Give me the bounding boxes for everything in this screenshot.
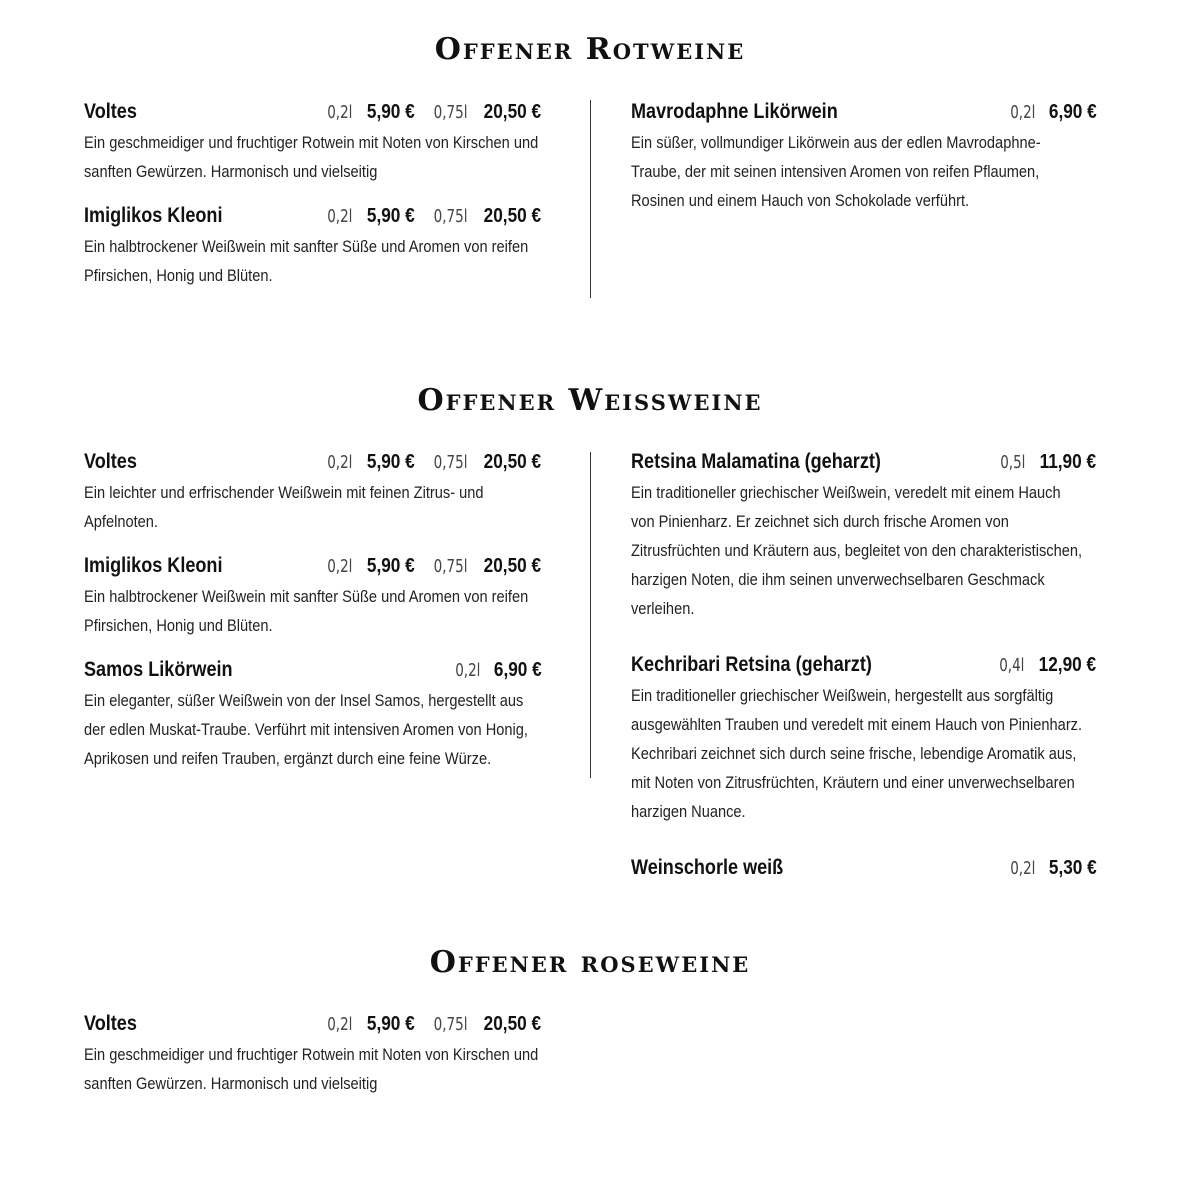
wine-item-header bbox=[631, 653, 1101, 679]
wine-description: Ein geschmeidiger und fruchtiger Rotwein mit Noten von Kirschen und sanften Gewürzen. Harmonisch und vielseitig bbox=[84, 1045, 539, 1093]
price-pair bbox=[428, 101, 546, 124]
price-pair bbox=[323, 555, 418, 578]
volume-label: 0,5l bbox=[999, 452, 1026, 473]
wine-item-header bbox=[631, 100, 1101, 126]
wine-prices bbox=[995, 654, 1101, 677]
volume-label: 0,2l bbox=[454, 660, 481, 681]
wine-name: Imiglikos Kleoni bbox=[84, 204, 223, 227]
left-column bbox=[84, 100, 546, 290]
wine-item-header bbox=[84, 450, 546, 476]
volume-label: 0,2l bbox=[1009, 858, 1036, 879]
price-value: 5,90 € bbox=[366, 1013, 415, 1035]
wine-item bbox=[84, 1012, 546, 1098]
price-pair bbox=[428, 555, 546, 578]
left-column bbox=[84, 450, 546, 773]
wine-description: Ein traditioneller griechischer Weißwein, hergestellt aus sorgfältig ausgewählten Trauben und veredelt mit einem Hauch von Pinienharz. Kechribari zeichnet sich durch seine frische, lebendige Aromatik aus, mit Noten von Zitrusfrüchten, Kräutern und einer unverwechselbaren harzigen Nuance. bbox=[631, 686, 1083, 821]
wine-name: Retsina Malamatina (geharzt) bbox=[631, 450, 881, 473]
wine-description: Ein geschmeidiger und fruchtiger Rotwein mit Noten von Kirschen und sanften Gewürzen. Harmonisch und vielseitig bbox=[84, 133, 539, 181]
wine-item bbox=[84, 658, 546, 773]
wine-prices bbox=[323, 101, 546, 124]
wine-item-header bbox=[84, 1012, 546, 1038]
price-pair bbox=[428, 205, 546, 228]
volume-label: 0,75l bbox=[433, 206, 468, 227]
wine-item-header bbox=[84, 100, 546, 126]
price-value: 12,90 € bbox=[1038, 654, 1097, 676]
wine-prices bbox=[996, 451, 1101, 474]
wine-name: Weinschorle weiß bbox=[631, 856, 784, 879]
price-value: 11,90 € bbox=[1039, 451, 1097, 473]
wine-item bbox=[84, 100, 546, 186]
wine-name: Samos Likörwein bbox=[84, 658, 233, 681]
price-pair bbox=[323, 1013, 418, 1036]
wine-description: Ein süßer, vollmundiger Likörwein aus der edlen Mavrodaphne-Traube, der mit seinen intensiven Aromen von reifen Pflaumen, Rosinen und einem Hauch von Schokolade verführt. bbox=[631, 133, 1041, 210]
price-pair bbox=[1006, 857, 1101, 880]
price-value: 20,50 € bbox=[483, 101, 542, 123]
price-value: 20,50 € bbox=[483, 451, 542, 473]
wine-prices bbox=[1006, 857, 1101, 880]
volume-label: 0,2l bbox=[327, 206, 353, 227]
price-value: 6,90 € bbox=[494, 659, 543, 681]
wine-item bbox=[631, 856, 1101, 882]
volume-label: 0,2l bbox=[327, 102, 353, 123]
price-value: 5,90 € bbox=[366, 555, 415, 577]
wine-prices bbox=[323, 451, 546, 474]
wine-item bbox=[84, 450, 546, 536]
price-pair bbox=[428, 1013, 546, 1036]
volume-label: 0,2l bbox=[327, 1014, 353, 1035]
price-pair bbox=[323, 451, 418, 474]
wine-prices bbox=[323, 555, 546, 578]
wine-description: Ein halbtrockener Weißwein mit sanfter Süße und Aromen von reifen Pfirsichen, Honig und Blüten. bbox=[84, 237, 529, 285]
price-pair bbox=[995, 654, 1101, 677]
price-pair bbox=[323, 101, 418, 124]
wine-name: Voltes bbox=[84, 450, 137, 473]
volume-label: 0,75l bbox=[433, 556, 468, 577]
column-divider bbox=[590, 100, 591, 298]
price-pair bbox=[428, 451, 546, 474]
column-divider bbox=[590, 452, 591, 778]
wine-item-header bbox=[84, 554, 546, 580]
right-column bbox=[631, 100, 1101, 215]
price-value: 5,30 € bbox=[1049, 857, 1098, 879]
volume-label: 0,2l bbox=[327, 452, 353, 473]
wine-item-header bbox=[84, 204, 546, 230]
volume-label: 0,4l bbox=[998, 655, 1025, 676]
section-title: Offener roseweine bbox=[429, 945, 751, 980]
wine-name: Mavrodaphne Likörwein bbox=[631, 100, 838, 123]
wine-name: Voltes bbox=[84, 100, 137, 123]
volume-label: 0,75l bbox=[433, 452, 468, 473]
wine-description: Ein leichter und erfrischender Weißwein mit feinen Zitrus- und Apfelnoten. bbox=[84, 483, 484, 531]
wine-prices bbox=[323, 1013, 546, 1036]
price-value: 20,50 € bbox=[483, 1013, 542, 1035]
price-value: 20,50 € bbox=[483, 205, 542, 227]
wine-description: Ein traditioneller griechischer Weißwein, veredelt mit einem Hauch von Pinienharz. Er zeichnet sich durch frische Aromen von Zitrusfrüchten und Kräutern aus, begleitet von den charakteristischen, harzigen Noten, die ihm seinen unverwechselbaren Geschmack verleihen. bbox=[631, 483, 1083, 618]
wine-name: Kechribari Retsina (geharzt) bbox=[631, 653, 872, 676]
wine-item-header bbox=[631, 856, 1101, 882]
right-column bbox=[631, 450, 1101, 882]
wine-item bbox=[631, 100, 1101, 215]
price-value: 5,90 € bbox=[366, 101, 415, 123]
wine-description: Ein eleganter, süßer Weißwein von der Insel Samos, hergestellt aus der edlen Muskat-Traube. Verführt mit intensiven Aromen von Honig, Aprikosen und reifen Trauben, ergänzt durch eine feine Würze. bbox=[84, 691, 528, 768]
price-value: 6,90 € bbox=[1049, 101, 1098, 123]
wine-item bbox=[631, 450, 1101, 623]
wine-prices bbox=[451, 659, 546, 682]
wine-item-header bbox=[631, 450, 1101, 476]
price-value: 5,90 € bbox=[366, 205, 415, 227]
wine-description: Ein halbtrockener Weißwein mit sanfter Süße und Aromen von reifen Pfirsichen, Honig und Blüten. bbox=[84, 587, 529, 635]
volume-label: 0,75l bbox=[433, 102, 468, 123]
section-title: Offener Weissweine bbox=[417, 383, 763, 418]
wine-item-header bbox=[84, 658, 546, 684]
wine-name: Voltes bbox=[84, 1012, 137, 1035]
price-pair bbox=[1006, 101, 1101, 124]
section-title: Offener Rotweine bbox=[434, 32, 746, 67]
volume-label: 0,2l bbox=[327, 556, 353, 577]
price-pair bbox=[323, 205, 418, 228]
wine-name: Imiglikos Kleoni bbox=[84, 554, 223, 577]
price-value: 20,50 € bbox=[483, 555, 542, 577]
price-pair bbox=[451, 659, 546, 682]
wine-prices bbox=[1006, 101, 1101, 124]
volume-label: 0,2l bbox=[1009, 102, 1036, 123]
left-column bbox=[84, 1012, 546, 1098]
wine-item bbox=[84, 204, 546, 290]
volume-label: 0,75l bbox=[433, 1014, 468, 1035]
price-pair bbox=[996, 451, 1101, 474]
wine-item bbox=[631, 653, 1101, 826]
wine-prices bbox=[323, 205, 546, 228]
price-value: 5,90 € bbox=[366, 451, 415, 473]
wine-item bbox=[84, 554, 546, 640]
